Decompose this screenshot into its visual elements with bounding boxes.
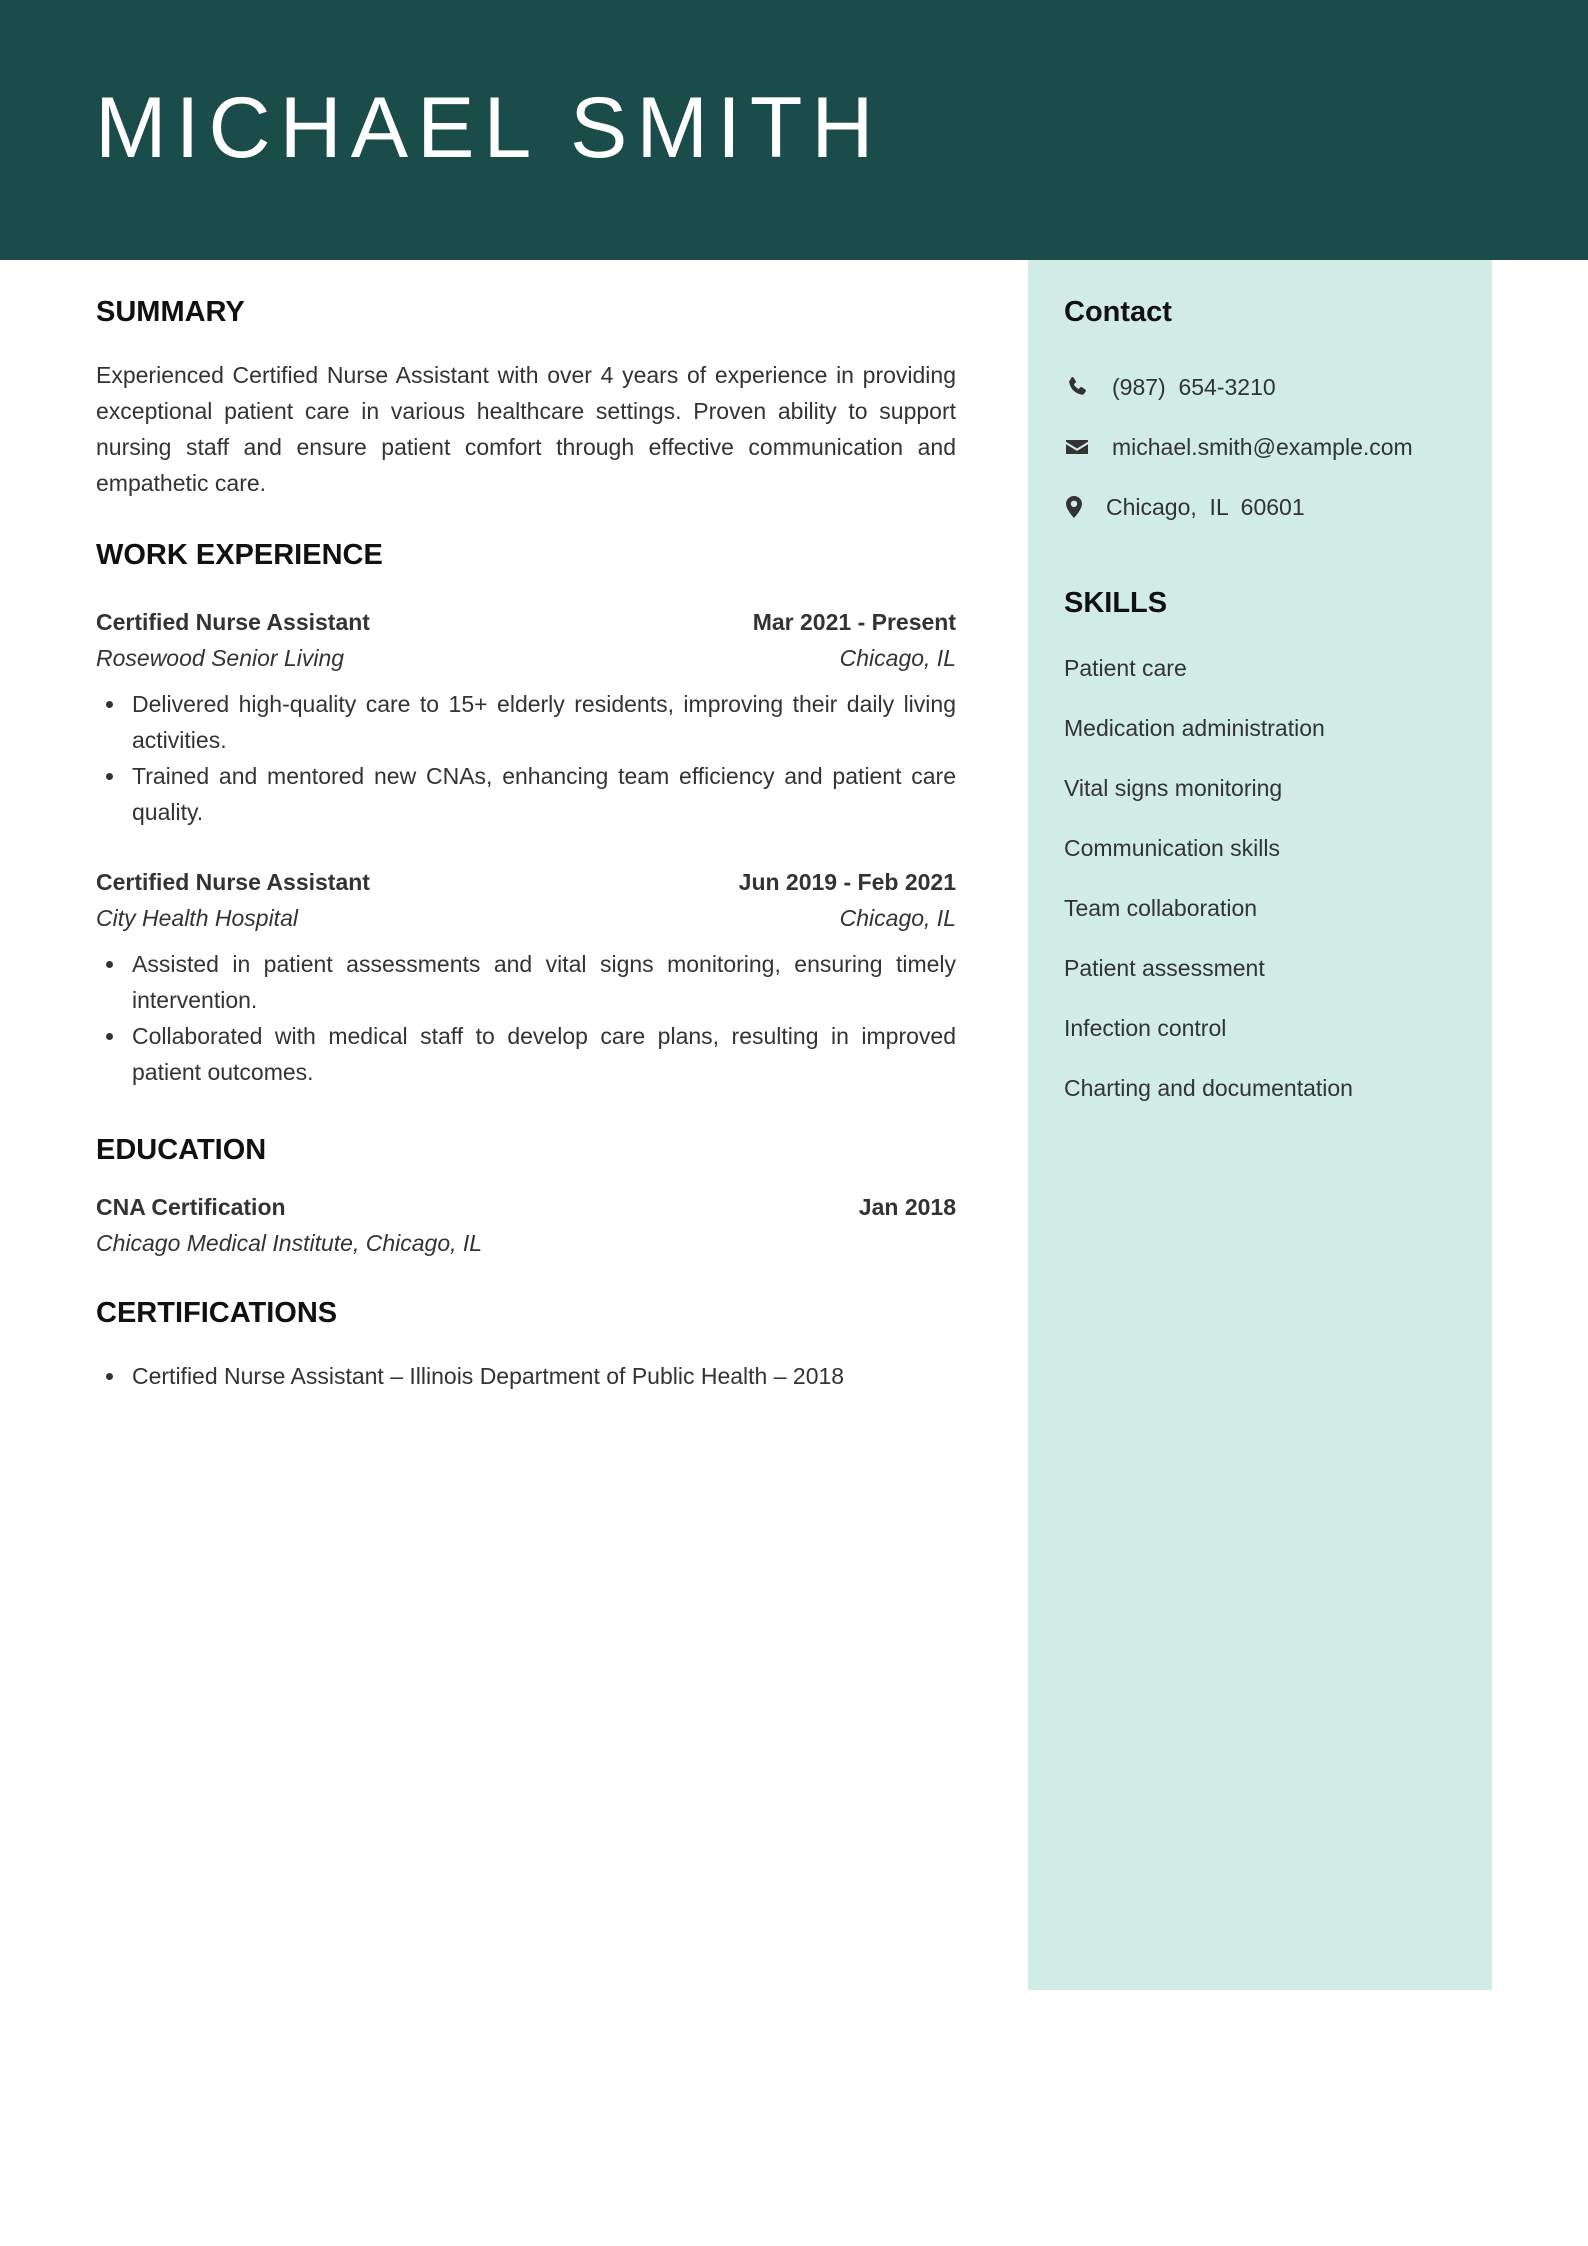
sidebar-content <box>1064 260 1464 1106</box>
candidate-name: MICHAEL SMITH <box>95 80 883 176</box>
job-bullet: Collaborated with medical staff to develop care plans, resulting in improved patient outcomes. <box>96 1018 956 1090</box>
certifications-list <box>96 1358 956 1394</box>
contact-title: Contact <box>1064 296 1172 328</box>
summary-title: SUMMARY <box>96 296 245 328</box>
contact-email <box>1064 429 1464 465</box>
job-bullets <box>96 946 956 1090</box>
envelope-icon <box>1064 434 1090 460</box>
contact-email-text: michael.smith@example.com <box>1112 433 1413 460</box>
sidebar <box>1028 260 1492 1990</box>
education-date: Jan 2018 <box>858 1194 956 1220</box>
education-degree: CNA Certification <box>96 1194 286 1220</box>
map-pin-icon <box>1064 494 1084 520</box>
work-experience-section <box>96 541 956 1090</box>
education-section <box>96 1136 956 1261</box>
certifications-section <box>96 1299 956 1394</box>
education-header <box>96 1189 956 1225</box>
contact-phone <box>1064 369 1464 405</box>
main-column <box>96 260 956 1394</box>
education-title: EDUCATION <box>96 1134 267 1166</box>
work-experience-title: WORK EXPERIENCE <box>96 539 383 571</box>
job-subheader <box>96 640 956 676</box>
job-employer: City Health Hospital <box>96 905 298 931</box>
job-dates: Jun 2019 - Feb 2021 <box>738 869 956 895</box>
education-school-row <box>96 1225 956 1261</box>
job-location: Chicago, IL <box>839 905 956 931</box>
job-dates: Mar 2021 - Present <box>752 609 956 635</box>
job-employer: Rosewood Senior Living <box>96 645 345 671</box>
contact-location-text: Chicago, IL 60601 <box>1106 493 1305 520</box>
skill-item: Patient assessment <box>1064 955 1265 981</box>
skill-item: Charting and documentation <box>1064 1075 1353 1101</box>
job-bullets <box>96 686 956 830</box>
skill-item: Medication administration <box>1064 715 1325 741</box>
job-role: Certified Nurse Assistant <box>96 869 370 895</box>
skills-title: SKILLS <box>1064 587 1168 619</box>
education-school: Chicago Medical Institute, Chicago, IL <box>96 1230 483 1256</box>
summary-section <box>96 298 956 501</box>
job-location: Chicago, IL <box>839 645 956 671</box>
skill-item: Communication skills <box>1064 835 1281 861</box>
contact-location <box>1064 489 1464 525</box>
header-banner <box>0 0 1588 260</box>
certification-item: Certified Nurse Assistant – Illinois Department of Public Health – 2018 <box>96 1358 956 1394</box>
skill-item: Infection control <box>1064 1015 1227 1041</box>
skill-item: Team collaboration <box>1064 895 1258 921</box>
phone-icon <box>1064 374 1090 400</box>
contact-phone-text: (987) 654-3210 <box>1112 373 1276 400</box>
job-header <box>96 864 956 900</box>
job-entry <box>96 864 956 1090</box>
job-entry <box>96 604 956 830</box>
job-header <box>96 604 956 640</box>
certifications-title: CERTIFICATIONS <box>96 1297 338 1329</box>
skill-item: Vital signs monitoring <box>1064 775 1283 801</box>
summary-text: Experienced Certified Nurse Assistant with over 4 years of experience in providing exceptional patient care in various healthcare settings. Proven ability to support nursing staff and ensure patient comfort through effective communication and empathetic care. <box>96 362 956 496</box>
job-subheader <box>96 900 956 936</box>
job-role: Certified Nurse Assistant <box>96 609 370 635</box>
job-bullet: Assisted in patient assessments and vital signs monitoring, ensuring timely intervention. <box>96 946 956 1018</box>
job-bullet: Trained and mentored new CNAs, enhancing team efficiency and patient care quality. <box>96 758 956 830</box>
job-bullet: Delivered high-quality care to 15+ elderly residents, improving their daily living activities. <box>96 686 956 758</box>
skill-item: Patient care <box>1064 655 1187 681</box>
